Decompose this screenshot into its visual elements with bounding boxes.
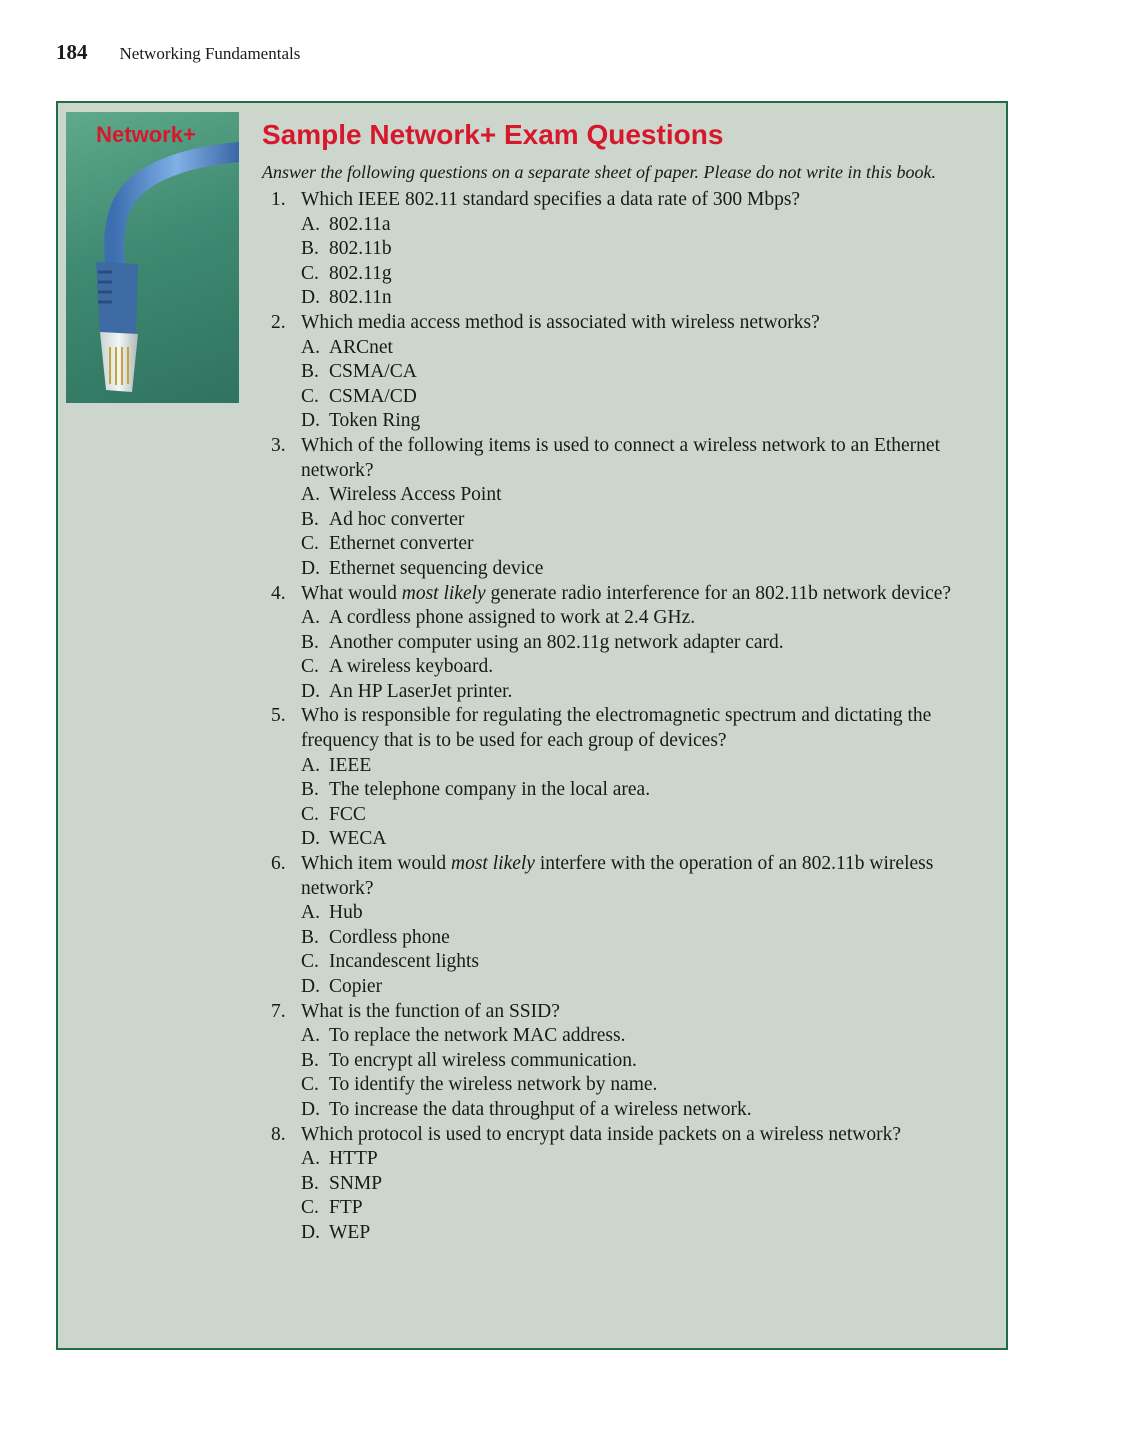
option-letter: D. xyxy=(301,287,320,309)
question-number: 6. xyxy=(271,853,286,875)
question-number: 3. xyxy=(271,434,286,456)
instructions: Answer the following questions on a separate sheet of paper. Please do not write in this book. xyxy=(262,162,936,182)
option-letter: A. xyxy=(301,336,320,358)
network-cable-photo xyxy=(66,112,239,403)
option-text: To increase the data throughput of a wireless network. xyxy=(329,1098,752,1120)
question-text-before: Which item would xyxy=(301,853,452,875)
option-letter: D. xyxy=(301,1098,320,1120)
option xyxy=(301,778,997,803)
running-head xyxy=(56,40,300,72)
option xyxy=(301,1049,997,1074)
option-text: WEP xyxy=(329,1221,371,1243)
option-text: A cordless phone assigned to work at 2.4 GHz. xyxy=(329,607,696,629)
question-text: What is the function of an SSID? xyxy=(301,1000,560,1022)
option-letter: B. xyxy=(301,508,319,530)
question-number: 2. xyxy=(271,311,286,333)
option xyxy=(301,655,997,680)
option-letter: C. xyxy=(301,1074,319,1096)
question-list xyxy=(262,188,997,1246)
option-letter: D. xyxy=(301,1221,320,1243)
ethernet-cable-illustration xyxy=(66,112,239,403)
option xyxy=(301,1196,997,1221)
option-letter: B. xyxy=(301,926,319,948)
question-6 xyxy=(262,852,997,1000)
question-text-emphasis: most likely xyxy=(401,582,486,604)
option xyxy=(301,631,997,656)
option-letter: A. xyxy=(301,607,320,629)
option-letter: A. xyxy=(301,1025,320,1047)
option-list xyxy=(301,754,997,852)
network-plus-label: Network+ xyxy=(96,122,196,147)
option xyxy=(301,975,997,1000)
question-text-before: What would xyxy=(301,582,402,604)
option-letter: A. xyxy=(301,484,320,506)
option xyxy=(301,262,997,287)
option-text: Hub xyxy=(329,902,363,924)
question-text-after: interfere with the operation of an 802.11b wireless network? xyxy=(301,853,934,899)
option-list xyxy=(301,483,997,581)
option-list xyxy=(301,1147,997,1245)
section-title: Sample Network+ Exam Questions xyxy=(262,119,724,150)
option-letter: A. xyxy=(301,754,320,776)
option-text: 802.11g xyxy=(329,262,392,284)
option-text: CSMA/CA xyxy=(329,361,417,383)
option-text: 802.11b xyxy=(329,238,392,260)
option xyxy=(301,237,997,262)
question-number: 1. xyxy=(271,189,286,210)
question-7 xyxy=(262,1000,997,1123)
option xyxy=(301,901,997,926)
question-4 xyxy=(262,582,997,705)
question-text-after: generate radio interference for an 802.11b network device? xyxy=(485,582,952,604)
question-text: Who is responsible for regulating the electromagnetic spectrum and dictating the frequency that is to be used for each group of devices? xyxy=(301,705,932,752)
questions-content xyxy=(262,117,997,1246)
question-text: Which of the following items is used to connect a wireless network to an Ethernet network? xyxy=(301,434,940,481)
option xyxy=(301,803,997,828)
option-text: IEEE xyxy=(329,754,372,776)
option-letter: C. xyxy=(301,951,319,973)
option-letter: C. xyxy=(301,1197,319,1219)
option-letter: D. xyxy=(301,976,320,997)
option xyxy=(301,557,997,582)
option xyxy=(301,827,997,852)
option-letter: D. xyxy=(301,557,320,579)
option-text: WECA xyxy=(329,828,387,850)
question-text: Which media access method is associated with wireless networks? xyxy=(301,311,820,333)
option xyxy=(301,950,997,975)
question-number: 4. xyxy=(271,582,286,604)
option-text: SNMP xyxy=(329,1172,383,1194)
question-1 xyxy=(262,188,997,311)
option xyxy=(301,385,997,410)
option xyxy=(301,483,997,508)
exam-questions-box xyxy=(56,101,1008,1350)
option-text: FTP xyxy=(329,1197,363,1219)
option-text: To replace the network MAC address. xyxy=(329,1025,626,1047)
option-text: A wireless keyboard. xyxy=(329,656,494,678)
option xyxy=(301,606,997,631)
option-letter: B. xyxy=(301,238,319,260)
question-text xyxy=(301,852,997,901)
option-letter: B. xyxy=(301,779,319,801)
option-text: Another computer using an 802.11g network adapter card. xyxy=(329,631,784,653)
question-text xyxy=(301,582,997,607)
question-8 xyxy=(262,1123,997,1246)
option xyxy=(301,926,997,951)
option-text: 802.11a xyxy=(329,213,391,235)
option-text: Incandescent lights xyxy=(329,951,479,973)
book-title: Networking Fundamentals xyxy=(119,44,301,63)
option-letter: A. xyxy=(301,902,320,924)
option-list xyxy=(301,901,997,999)
option xyxy=(301,1147,997,1172)
question-number: 8. xyxy=(271,1123,286,1145)
option-letter: D. xyxy=(301,828,320,850)
option-letter: C. xyxy=(301,262,319,284)
option xyxy=(301,409,997,434)
option-list xyxy=(301,213,997,311)
question-text-emphasis: most likely xyxy=(451,853,535,875)
option-letter: C. xyxy=(301,803,319,825)
option xyxy=(301,1024,997,1049)
option-text: To encrypt all wireless communication. xyxy=(329,1049,637,1071)
option-text: CSMA/CD xyxy=(329,385,417,407)
option xyxy=(301,336,997,361)
option-text: Cordless phone xyxy=(329,926,450,948)
option-text: Token Ring xyxy=(329,410,421,432)
option xyxy=(301,1073,997,1098)
option xyxy=(301,680,997,705)
option xyxy=(301,360,997,385)
option-text: Copier xyxy=(329,976,383,997)
option-text: To identify the wireless network by name. xyxy=(329,1074,658,1096)
option-list xyxy=(301,606,997,704)
option xyxy=(301,754,997,779)
option-letter: D. xyxy=(301,410,320,432)
option xyxy=(301,1221,997,1246)
option xyxy=(301,508,997,533)
option-letter: B. xyxy=(301,631,319,653)
option-text: HTTP xyxy=(329,1148,378,1170)
option-text: The telephone company in the local area. xyxy=(329,779,651,801)
option-letter: B. xyxy=(301,1172,319,1194)
option-letter: A. xyxy=(301,1148,320,1170)
option-text: Ad hoc converter xyxy=(329,508,465,530)
option-text: 802.11n xyxy=(329,287,392,309)
option-text: Ethernet sequencing device xyxy=(329,557,544,579)
option-list xyxy=(301,336,997,434)
option xyxy=(301,1172,997,1197)
question-number: 7. xyxy=(271,1000,286,1022)
option xyxy=(301,286,997,311)
option xyxy=(301,1098,997,1123)
option xyxy=(301,213,997,238)
question-text: Which IEEE 802.11 standard specifies a data rate of 300 Mbps? xyxy=(301,189,801,210)
question-5 xyxy=(262,704,997,852)
option-letter: B. xyxy=(301,1049,319,1071)
option-text: ARCnet xyxy=(329,336,393,358)
option-text: Wireless Access Point xyxy=(329,484,502,506)
option-text: An HP LaserJet printer. xyxy=(329,680,513,702)
question-number: 5. xyxy=(271,705,286,727)
question-3 xyxy=(262,434,997,582)
question-2 xyxy=(262,311,997,434)
question-text: Which protocol is used to encrypt data inside packets on a wireless network? xyxy=(301,1123,901,1145)
option-letter: C. xyxy=(301,656,319,678)
option-text: FCC xyxy=(329,803,366,825)
option-text: Ethernet converter xyxy=(329,533,474,555)
option-list xyxy=(301,1024,997,1122)
option-letter: B. xyxy=(301,361,319,383)
option-letter: C. xyxy=(301,533,319,555)
option-letter: D. xyxy=(301,680,320,702)
option-letter: C. xyxy=(301,385,319,407)
option xyxy=(301,532,997,557)
page-number: 184 xyxy=(56,40,88,64)
option-letter: A. xyxy=(301,213,320,235)
